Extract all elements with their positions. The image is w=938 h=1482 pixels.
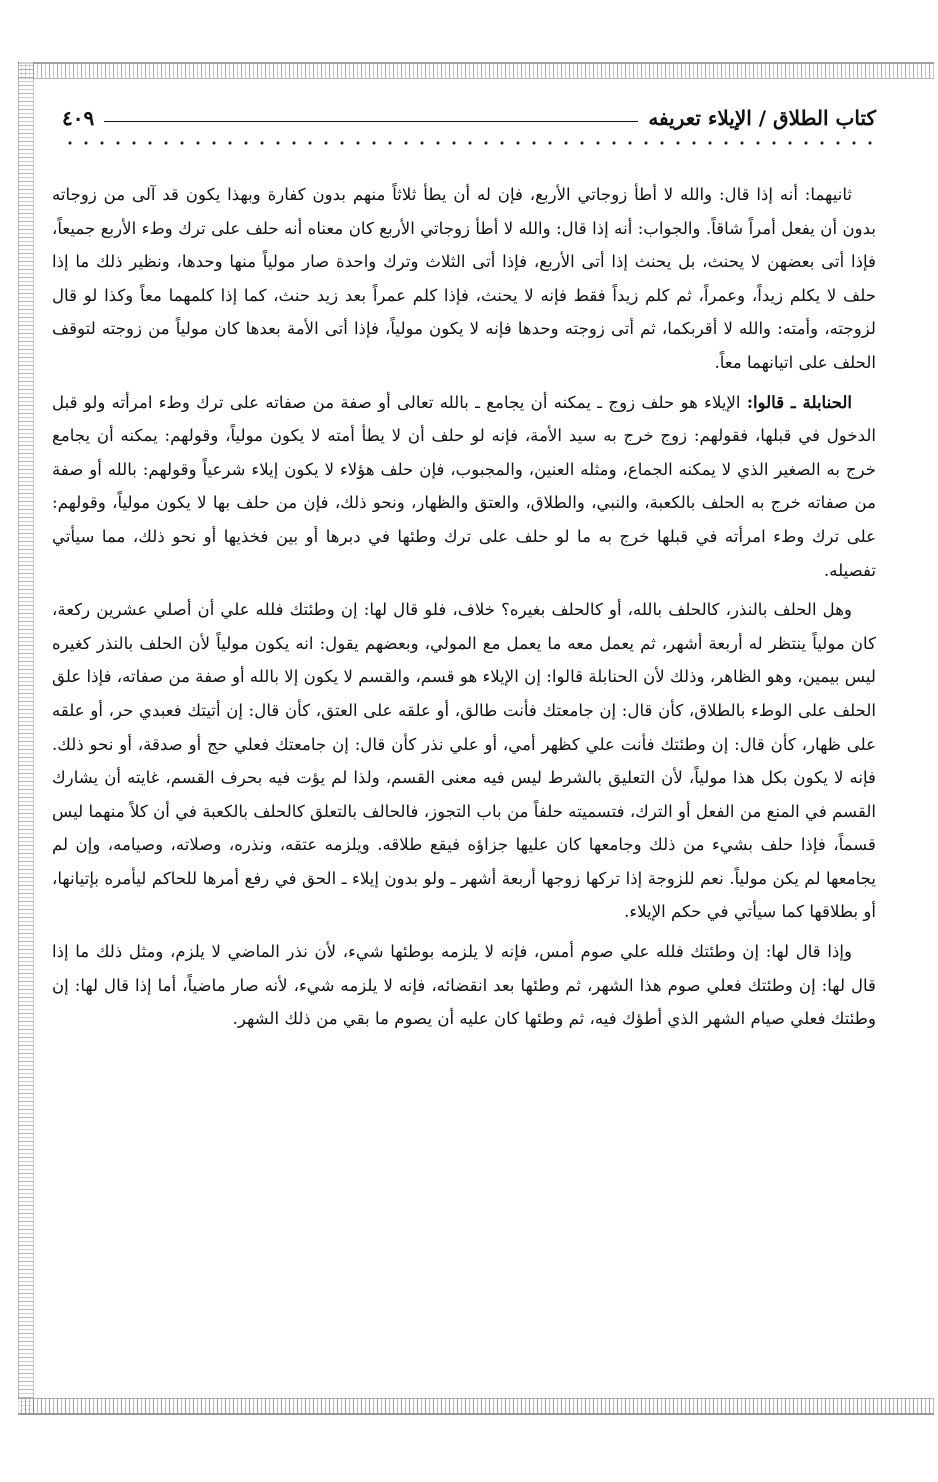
ornamental-border-side [18,62,34,1412]
ornamental-border-bottom [18,1398,934,1415]
running-header [62,96,876,130]
header-title: كتاب الطلاق / الإيلاء تعريفه [648,106,876,130]
paragraph-4: وإذا قال لها: إن وطئتك فلله علي صوم أمس، فإنه لا يلزمه بوطئها شيء، لأن نذر الماضي لا يلزم، ومثل ذلك ما إذا قال لها: إن وطئتك فعلي صوم هذا الشهر، ثم وطئها بعد انقضائه، فإنه لا يلزمه شيء، لأنه صار ماضياً، أما إذا قال لها: إن وطئتك فعلي صيام الشهر الذي أطؤك فيه، ثم وطئها كان عليه أن يصوم ما بقي من ذلك الشهر. [52,942,876,1029]
paragraph-2-lead: الحنابلة ـ قالوا: [746,391,853,412]
paragraph-2-text: الإيلاء هو حلف زوج ـ يمكنه أن يجامع ـ بالله تعالى أو صفة من صفاته على ترك وطء امرأته ولو قبل الدخول في قبلها، فقولهم: زوج خرج به سيد الأمة، فإنه لو حلف أن لا يطأ أمته لا يكون مولياً، وقولهم: يمكنه أن يجامع خرج به الصغير الذي لا يمكنه الجماع، ومثله العنين، والمجبوب، فإن حلف هؤلاء لا يكون إيلاء شرعياً وقولهم: بالله أو صفة من صفاته خرج به الحلف بالكعبة، والنبي، والطلاق، والعتق والظهار، ونحو ذلك، فإن من حلف بها لا يكون مولياً، وقولهم: على ترك وطء امرأته في قبلها خرج به ما لو حلف على ترك وطئها في دبرها أو بين فخذيها أو نحو ذلك، مما سيأتي تفصيله. [52,392,877,580]
header-rule [104,121,638,122]
page-body [52,178,876,1042]
ornamental-border-top [18,62,934,79]
dotted-divider [62,140,876,146]
page-number: ٤٠٩ [62,106,95,130]
paragraph-3: وهل الحلف بالنذر، كالحلف بالله، أو كالحلف بغيره؟ خلاف، فلو قال لها: إن وطئتك فلله علي أن أصلي عشرين ركعة، كان مولياً ينتظر له أربعة أشهر، ثم يعمل معه ما يعمل مع المولي، وبعضهم يقول: انه يكون مولياً لأن الحلف بالنذر كغيره ليس بيمين، وهو الظاهر، وذلك لأن الحنابلة قالوا: إن الإيلاء هو قسم، والقسم لا يكون إلا بالله أو صفة من صفاته، فإذا علق الحلف على الوطء بالطلاق، كأن قال: إن جامعتك فأنت طالق، أو علقه على العتق، كأن قال: إن أتيتك فعبدي حر، أو علقه على ظهار، كأن قال: إن وطئتك فأنت علي كظهر أمي، أو علي نذر كأن قال: إن جامعتك فعلي حج أو صدقة، أو نحو ذلك. فإنه لا يكون بكل هذا مولياً، لأن التعليق بالشرط ليس فيه معنى القسم، ولذا لم يؤت فيه بحرف القسم، غايته أن يشارك القسم في المنع من الفعل أو الترك، فتسميته حلفاً من باب التجوز، فالحالف بالتعلق كالحلف بالكعبة في أن كلاً منهما ليس قسماً، فإذا حلف بشيء من ذلك وجامعها كان عليها جزاؤه فيقع طلاقه. ويلزمه عتقه، ونذره، وصلاته، وصيامه، وإن لم يجامعها لم يكن مولياً. نعم للزوجة إذا تركها زوجها أربعة أشهر ـ ولو بدون إيلاء ـ الحق في رفع أمرها للحاكم ليأمره بإتيانها، أو بطلاقها كما سيأتي في حكم الإيلاء. [52,600,877,922]
paragraph-1: ثانيهما: أنه إذا قال: والله لا أطأ زوجاتي الأربع، فإن له أن يطأ ثلاثاً منهم بدون كفارة وبهذا يكون قد آلى من زوجاته بدون أن يفعل أمراً شاقاً. والجواب: أنه إذا قال: والله لا أطأ زوجاتي الأربع كان معناه أنه حلف على ترك وطء الأربع جميعاً، فإذا أتى بعضهن لا يحنث، بل يحنث إذا أتى الأربع، فإذا أتى الثلاث وترك واحدة صار مولياً منها وحدها، ونظير ذلك ما إذا حلف لا يكلم زيداً، وعمراً، ثم كلم زيداً فقط فإنه لا يحنث، فإذا كلم عمراً بعد زيد حنث، كما إذا كلمهما معاً وكذا لو قال لزوجته، وأمته: والله لا أقربكما، ثم أتى زوجته وحدها فإنه لا يكون مولياً، فإذا أتى الأمة بعدها كان مولياً من زوجته لتوقف الحلف على اتيانهما معاً. [52,185,876,372]
paragraph-2 [52,386,876,588]
